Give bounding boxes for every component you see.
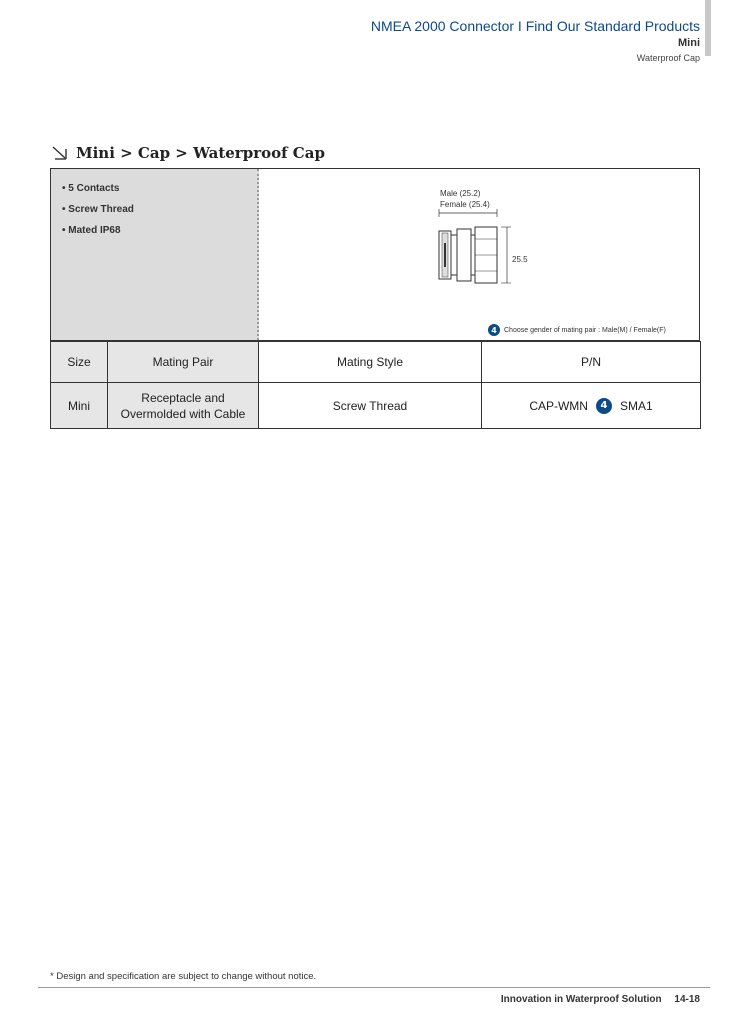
header-title: NMEA 2000 Connector I Find Our Standard Products: [370, 18, 700, 34]
dim-male-label: Male (25.2): [440, 189, 481, 198]
product-panel: [50, 168, 700, 341]
dim-height-label: 25.5: [512, 255, 528, 264]
header-subsubtitle: Waterproof Cap: [636, 53, 700, 63]
feature-item: • Screw Thread: [62, 199, 257, 220]
col-header-mating-style: Mating Style: [259, 342, 482, 383]
footnote: * Design and specification are subject to change without notice.: [50, 971, 317, 982]
section-title-text: Mini > Cap > Waterproof Cap: [76, 144, 325, 162]
spec-table: [50, 341, 701, 429]
section-title: [52, 144, 325, 162]
footer: [501, 994, 700, 1005]
option-badge: 4: [596, 398, 612, 414]
header-side-bar: [705, 0, 711, 56]
header-subtitle: Mini: [678, 37, 700, 49]
cell-pn: [482, 383, 701, 429]
product-drawing: [259, 169, 699, 340]
feature-item: • Mated IP68: [62, 220, 257, 241]
footer-tagline: Innovation in Waterproof Solution: [500, 994, 662, 1005]
col-header-mating-pair: Mating Pair: [108, 342, 259, 383]
table-row: [51, 383, 701, 429]
col-header-size: Size: [51, 342, 108, 383]
gender-note: [488, 324, 666, 336]
cap-drawing: [431, 209, 531, 289]
dim-female-label: Female (25.4): [440, 200, 490, 209]
footer-divider: [38, 987, 710, 988]
table-header-row: [51, 342, 701, 383]
option-badge: 4: [488, 324, 500, 336]
pn-suffix: SMA1: [619, 398, 653, 413]
pn-prefix: CAP-WMN: [529, 398, 588, 413]
features-list: [51, 169, 259, 340]
mating-pair-line: Receptacle and: [141, 390, 225, 405]
mating-pair-line: Overmolded with Cable: [120, 406, 246, 421]
cell-mating-pair: [108, 383, 259, 429]
page-number: 14-18: [674, 994, 700, 1005]
cell-size: Mini: [51, 383, 108, 429]
cell-mating-style: Screw Thread: [259, 383, 482, 429]
arrow-down-right-icon: [52, 146, 68, 160]
gender-note-text: Choose gender of mating pair : Male(M) / Female(F): [504, 326, 666, 334]
feature-item: • 5 Contacts: [62, 178, 257, 199]
col-header-pn: P/N: [482, 342, 701, 383]
